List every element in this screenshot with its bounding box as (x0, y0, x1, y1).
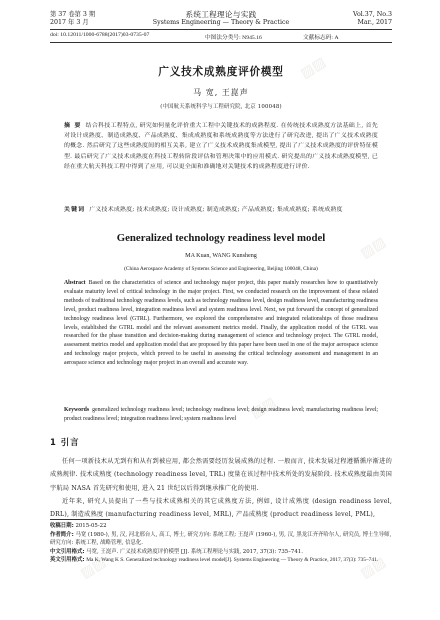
en-citation-label: 英文引用格式: (50, 557, 85, 564)
footnote-cn-citation (50, 548, 392, 557)
author-bio-label: 作者简介: (50, 531, 74, 538)
paper-title-cn: 广义技术成熟度评价模型 (158, 66, 284, 78)
document-code: 文献标志码: A (303, 35, 339, 41)
introduction-paragraph-1: 任何一项新技术从无到有和从有到被应用, 都会然需要经历发展成熟的过程. 一般而言, 技术发展过程遵循循序渐进的成熟规律. 技术成熟度 (technology readiness level, TRL) 度量在该过程中技术所处的发展阶段. 技术成熟度最由美国宇航局 NASA 首先研究和使用, 进入 21 世纪以后得到继承推广化的使用. (50, 458, 392, 492)
header-journal (50, 11, 392, 27)
header-rule-top (50, 29, 392, 30)
received-label: 收稿日期: (50, 523, 74, 529)
section-heading-introduction: 1 引言 (50, 437, 80, 447)
journal-name-cn: 系统工程理论与实践 (185, 10, 257, 19)
introduction-body (50, 455, 392, 521)
cn-citation-label: 中文引用格式: (50, 548, 85, 555)
paper-title-en: Generalized technology readiness level model (116, 232, 326, 244)
abstract-cn-text: 结合科技工程特点, 研究如何量化评价重大工程中关键技术的成熟程度. 在传统技术成熟度方法基础上, 首先对设计成熟度、制造成熟度、产品成熟度、集成成熟度和系统成熟度等方法进行了研究改进, 提出了广义技术成熟度的概念. 然后研究了这些成熟度间的相互关系, 建立了广义技术成熟度集成模型, 提出了广义技术成熟度的评价特征模型. 最后研究了广义技术成熟度在科技工程转阶段评估和管理决策中的应用模式. 研究提出的广义技术成熟度模型, 已经在重大航天科技工程中得到了应用, 可以更全面和准确地对关键技术的成熟程度进行评价. (64, 123, 379, 170)
keywords-cn-text: 广义技术成熟度; 技术成熟度; 设计成熟度; 制造成熟度; 产品成熟度; 集成成熟度; 系统成熟度 (89, 207, 343, 213)
abstract-en-label: Abstract (64, 280, 86, 286)
watermark: ▨▨ (297, 54, 329, 82)
affiliation-en: (China Aerospace Academy of Systems Science and Engineering, Beijing 100048, China) (124, 266, 318, 272)
keywords-en-label: Keywords (64, 407, 90, 413)
abstract-cn (64, 121, 378, 172)
watermark: ▨▨ (77, 554, 109, 582)
footnote-rule (50, 519, 110, 520)
header-vol-no: Vol.37, No.3 (353, 11, 392, 18)
header-rule-bottom (50, 42, 392, 43)
abstract-cn-label: 摘 要 (64, 123, 82, 129)
keywords-en-text: generalized technology readiness level; technology readiness level; design readiness level; manufacturing readiness level; product readiness level; integration readiness level; system readiness level (64, 407, 378, 422)
en-citation: Ma K, Wang K S. Generalized technology readiness level model[J]. Systems Engineering — Theory & Practice, 2017, 37(3): 735–741. (86, 557, 379, 564)
authors-cn: 马 宽, 王崑声 (193, 88, 249, 97)
cn-citation: 马宽, 王崑声. 广义技术成熟度评价模型 [J]. 系统工程理论与实践, 2017, 37(3): 735–741. (86, 548, 303, 555)
footnote-authors (50, 531, 392, 548)
received-date: 2015-05-22 (75, 523, 107, 529)
abstract-en (64, 279, 378, 368)
header-volume: 第 37 卷第 3 期 (50, 11, 96, 18)
watermark: ▨▨ (357, 234, 389, 262)
footnote-received (50, 522, 392, 531)
abstract-en-text: Based on the characteristics of science and technology major project, this paper mainly researches how to quantitatively evaluate maturity level of critical technology in the major project. First, we conducted research on the improvement of these related methods of traditional technology readiness levels, such as technology readiness level, design readiness level, manufacturing readiness level, product readiness level, integration readiness level and system readiness level. Next, we put forward the concept of generalized technology readiness level (GTRL). Furthermore, we explored the comprehensive and integrated relationships of those readiness levels, established the GTRL model and the relevant assessment metrics model. Finally, the application model of the GTRL was researched for the phase transition and decision-making during management of science and technology project. The GTRL model, assessment metrics model and application model that are proposed by this paper have been used in one of the major aerospace science and technology major projects, which proved to be useful in assessing the critical technology assessment and management in an aerospace science and technology major project in an overall and accurate way. (64, 280, 378, 367)
header-volume-en (353, 11, 392, 27)
doi-text: doi: 10.12011/1000-6788(2017)03-0735-07 (50, 32, 150, 38)
introduction-paragraph-2: 近年来, 研究人员提出了一些与技术成熟相关的其它成熟度方法, 例如, 设计成熟度 (design readiness level, DRL), 制造成熟度 (manufacturing readiness level, MRL), 产品成熟度 (product readiness level, PML), (50, 497, 392, 519)
affiliation-cn: (中国航天系统科学与工程研究院, 北京 100048) (160, 104, 282, 110)
keywords-cn-label: 关键词 (64, 207, 86, 213)
author-bio: 马宽 (1980-), 男, 汉, 河北邢台人, 高工, 博士, 研究方向: 系统工程; 王崑声 (1960-), 男, 汉, 黑龙江齐齐哈尔人, 研究员, 博士生导师, 研究方向: 系统工程, 战略管理, 信息化. (50, 531, 392, 547)
journal-name-en: Systems Engineering — Theory & Practice (152, 19, 290, 27)
keywords-en (64, 406, 378, 424)
clc-number: 中图法分类号: N945.16 (205, 35, 262, 41)
header-date: 2017 年 3 月 (50, 19, 89, 27)
footnote-en-citation (50, 556, 392, 565)
keywords-cn (64, 205, 378, 215)
authors-en: MA Kuan, WANG Kunsheng (185, 253, 257, 259)
watermark: ▨▨ (357, 554, 389, 582)
footnotes (50, 522, 392, 565)
header-month-year: Mar., 2017 (357, 19, 392, 27)
watermark: ▨▨ (247, 394, 279, 422)
